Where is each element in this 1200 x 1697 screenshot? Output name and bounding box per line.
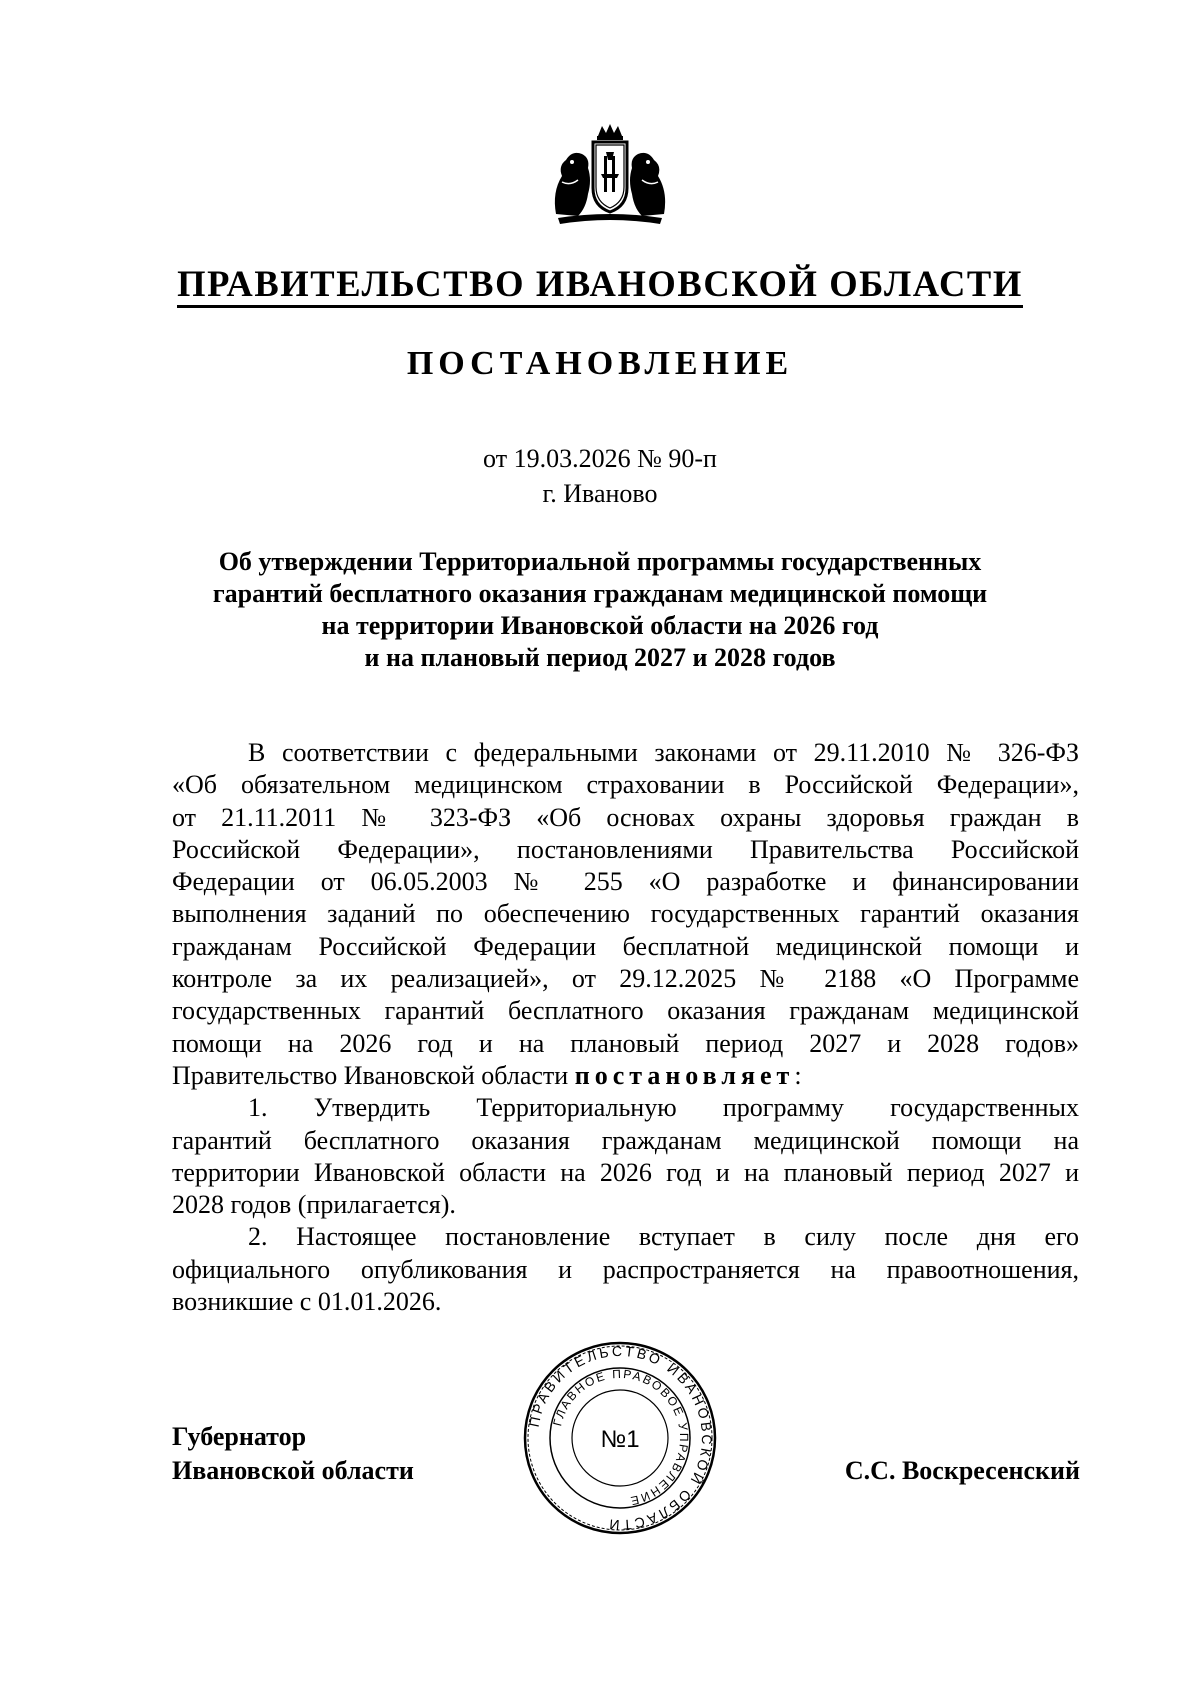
signer-position-line1: Губернатор: [172, 1422, 307, 1451]
signer-position-line2: Ивановской области: [172, 1456, 414, 1485]
heading-line: и на плановый период 2027 и 2028 годов: [364, 643, 836, 672]
item1-line: гарантий бесплатного оказания гражданам медицинской помощи на: [172, 1125, 1079, 1155]
heading-line: на территории Ивановской области на 2026 год: [321, 611, 879, 640]
signer-name: С.С. Воскресенский: [844, 1456, 1080, 1485]
document-date-number: от 19.03.2026 № 90-п: [483, 444, 717, 473]
decree-prefix: Правительство Ивановской области: [172, 1060, 575, 1090]
document-city: г. Иваново: [542, 479, 658, 508]
body-line: «Об обязательном медицинском страховании в Российской Федерации»,: [172, 770, 1079, 800]
body-line: государственных гарантий бесплатного оказания гражданам медицинской: [172, 996, 1079, 1026]
body-line: Федерации от 06.05.2003 № 255 «О разработке и финансировании: [172, 867, 1079, 897]
decree-suffix: :: [794, 1060, 802, 1090]
heading-line: Об утверждении Территориальной программы государственных: [218, 547, 982, 576]
decree-word: постановляет: [574, 1060, 795, 1090]
signer-position: [172, 1420, 414, 1488]
item2-line: возникшие с 01.01.2026.: [172, 1287, 442, 1317]
item2-line: официального опубликования и распространяется на правоотношения,: [172, 1254, 1079, 1284]
body-line: помощи на 2026 год и на плановый период 2027 и 2028 годов»: [172, 1028, 1079, 1058]
body-line: контроле за их реализацией», от 29.12.2025 № 2188 «О Программе: [172, 964, 1079, 994]
official-stamp: [520, 1338, 720, 1538]
document-body: [172, 737, 1079, 1318]
document-heading: [150, 546, 1050, 674]
body-line: В соответствии с федеральными законами от 29.11.2010 № 326-ФЗ: [248, 738, 1079, 767]
item1-line: 2028 годов (прилагается).: [172, 1190, 456, 1220]
body-line: от 21.11.2011 № 323-ФЗ «Об основах охраны здоровья граждан в: [172, 802, 1079, 832]
stamp-number: №1: [600, 1426, 640, 1453]
body-line: выполнения заданий по обеспечению государственных гарантий оказания: [172, 899, 1079, 929]
item1-line: территории Ивановской области на 2026 год и на плановый период 2027 и: [172, 1157, 1079, 1187]
heading-line: гарантий бесплатного оказания гражданам медицинской помощи: [212, 579, 988, 608]
document-type: ПОСТАНОВЛЕНИЕ: [406, 345, 794, 382]
item1-line: 1. Утвердить Территориальную программу государственных: [248, 1093, 1079, 1123]
body-line: Российской Федерации», постановлениями Правительства Российской: [172, 834, 1079, 864]
decree-line: [172, 1060, 1079, 1092]
stamp-inner-text: ГЛАВНОЕ ПРАВОВОЕ УПРАВЛЕНИЕ: [550, 1366, 692, 1509]
item2-line: 2. Настоящее постановление вступает в силу после дня его: [248, 1222, 1079, 1252]
body-line: гражданам Российской Федерации бесплатной медицинской помощи и: [172, 931, 1079, 961]
stamp-outer-text: ПРАВИТЕЛЬСТВО ИВАНОВСКОЙ ОБЛАСТИ: [525, 1342, 716, 1534]
organization-title: ПРАВИТЕЛЬСТВО ИВАНОВСКОЙ ОБЛАСТИ: [0, 262, 1200, 306]
coat-of-arms-icon: [548, 122, 672, 228]
